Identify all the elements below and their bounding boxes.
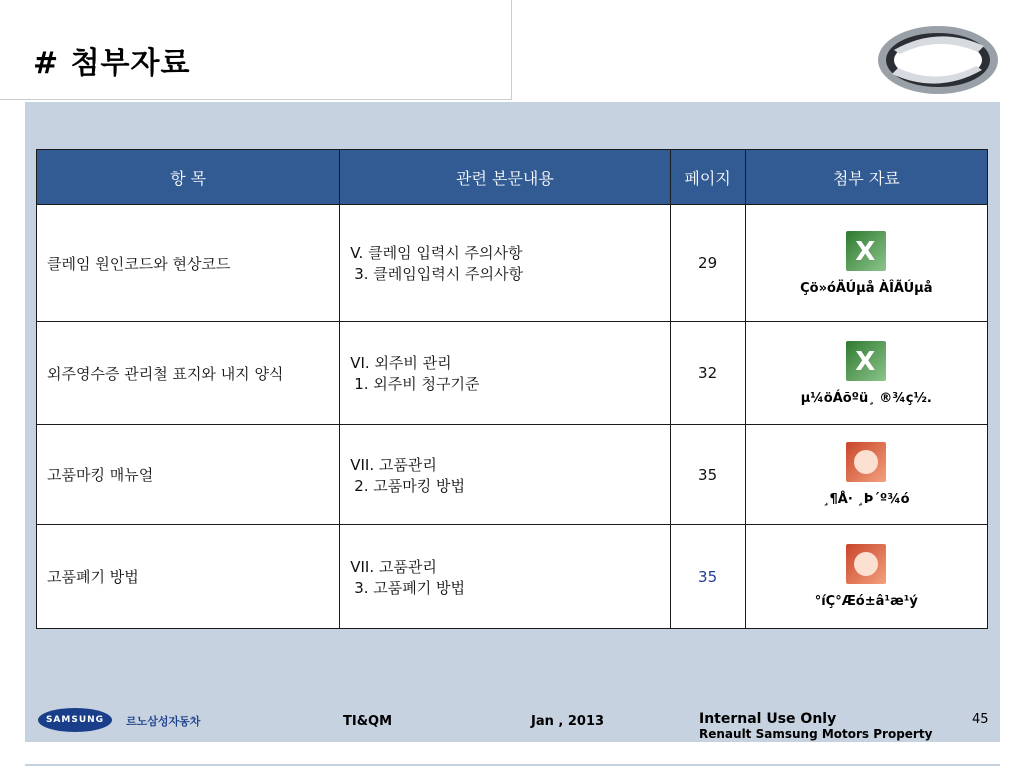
header-attachment: 첨부 자료	[745, 150, 987, 205]
table-row	[37, 322, 988, 425]
content-cell	[340, 525, 670, 629]
content-subsection: 3. 클레임입력시 주의사항	[354, 265, 523, 283]
footer-internal-label: Internal Use Only	[699, 711, 837, 727]
attachment-filename[interactable]: ¸¶Å· ¸Þ´º¾ó	[822, 492, 910, 507]
excel-icon[interactable]	[846, 231, 886, 271]
page-cell: 35	[670, 425, 745, 525]
item-cell: 클레임 원인코드와 현상코드	[37, 205, 340, 322]
page-number: 45	[972, 712, 989, 727]
header-item: 항 목	[37, 150, 340, 205]
table-row	[37, 205, 988, 322]
page-cell[interactable]: 35	[670, 525, 745, 629]
header-page: 페이지	[670, 150, 745, 205]
attachment-cell[interactable]	[745, 425, 987, 525]
company-name-korean: 르노삼성자동차	[126, 715, 201, 728]
table-header-row	[37, 150, 988, 205]
attachment-cell[interactable]	[745, 322, 987, 425]
content-cell	[340, 425, 670, 525]
attachment-filename[interactable]: µ¼öÁõºü¸ ®¾ç½.	[800, 390, 932, 406]
excel-icon[interactable]	[846, 341, 886, 381]
content-section: V. 클레임 입력시 주의사항	[350, 244, 523, 262]
attachment-filename[interactable]: Çö»óÄÚµå ÀÎÃÚµå	[800, 280, 933, 296]
bottom-rule	[25, 764, 1000, 766]
content-cell	[340, 322, 670, 425]
content-subsection: 1. 외주비 청구기준	[354, 375, 480, 393]
attachment-cell[interactable]	[745, 205, 987, 322]
header-content: 관련 본문내용	[340, 150, 670, 205]
content-subsection: 3. 고품폐기 방법	[354, 578, 466, 597]
footer-date: Jan , 2013	[531, 714, 605, 729]
renault-samsung-logo	[874, 20, 1002, 100]
page-cell: 29	[670, 205, 745, 322]
attachment-cell[interactable]	[745, 525, 987, 629]
page-cell: 32	[670, 322, 745, 425]
table-row	[37, 525, 988, 629]
page-title: # 첨부자료	[33, 46, 191, 81]
table-row	[37, 425, 988, 525]
content-cell	[340, 205, 670, 322]
samsung-logo: SAMSUNG	[38, 708, 112, 732]
item-cell: 고품마킹 매뉴얼	[37, 425, 340, 525]
item-cell: 고품폐기 방법	[37, 525, 340, 629]
content-section: VII. 고품관리	[350, 557, 437, 576]
footer-property-label: Renault Samsung Motors Property	[699, 727, 933, 741]
powerpoint-icon[interactable]	[846, 544, 886, 584]
attachment-table	[36, 149, 988, 629]
content-section: VI. 외주비 관리	[350, 354, 452, 372]
content-section: VII. 고품관리	[350, 455, 437, 474]
content-subsection: 2. 고품마킹 방법	[354, 476, 466, 495]
powerpoint-icon[interactable]	[846, 442, 886, 482]
footer-department: TI&QM	[343, 714, 393, 729]
item-cell: 외주영수증 관리철 표지와 내지 양식	[37, 322, 340, 425]
attachment-filename[interactable]: °íÇ°Æó±â¹æ¹ý	[814, 594, 918, 609]
